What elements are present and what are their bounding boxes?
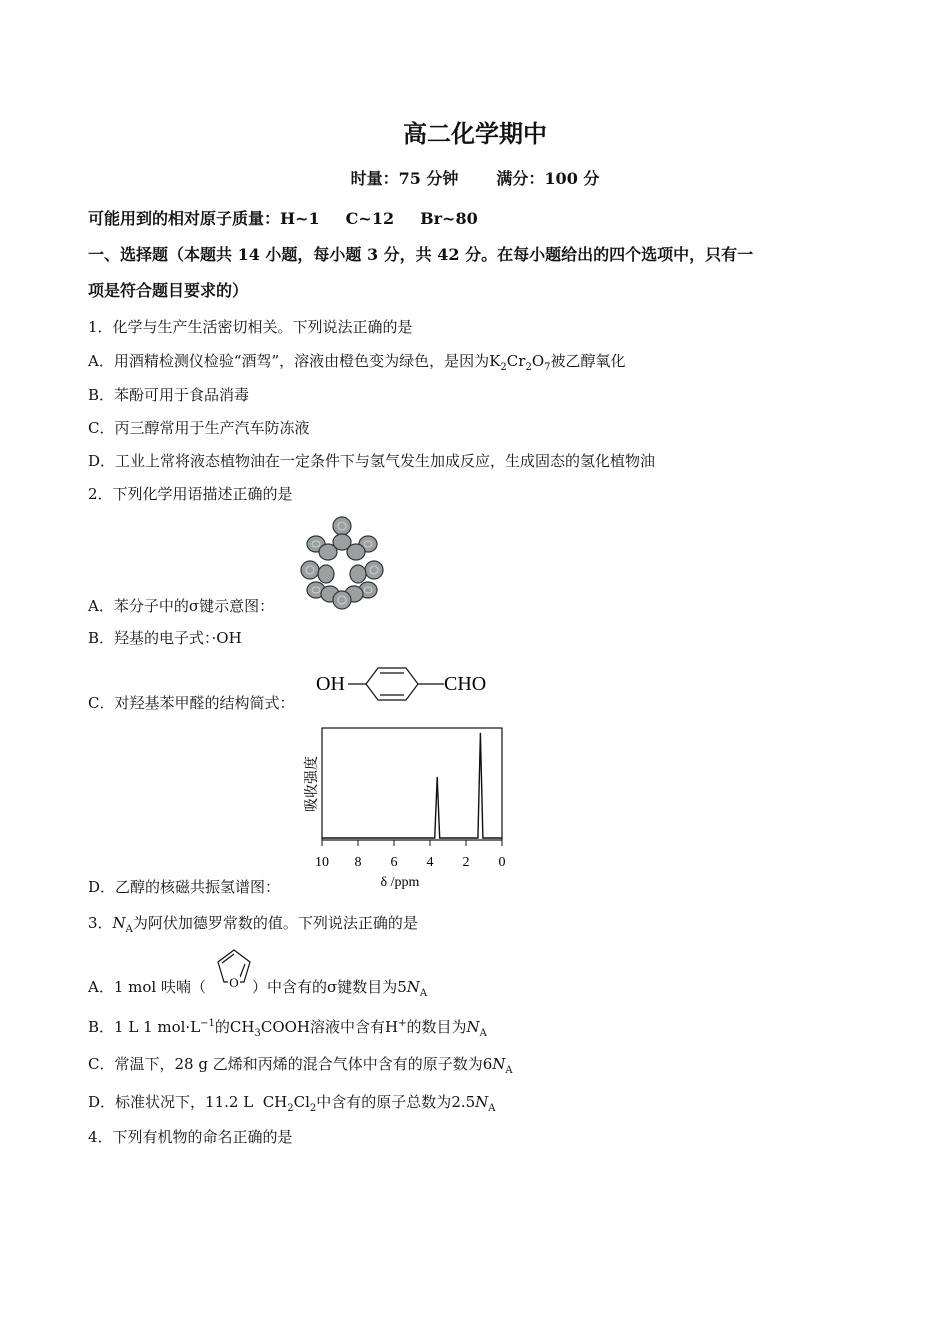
x-tick-label: 4 (426, 855, 434, 870)
atomic-masses (88, 206, 504, 229)
mass-c: C~12 (345, 209, 395, 228)
q3-option-a: A．1 mol 呋喃（ ）中含有的σ键数目为$5N_A$ (88, 978, 428, 999)
structure-oh-label: OH (316, 673, 345, 695)
q2-option-b: B．羟基的电子式：·OH (88, 629, 242, 647)
x-tick-label: 6 (390, 855, 398, 870)
q1-stem: 1．化学与生产生活密切相关。下列说法正确的是 (88, 318, 413, 336)
page-title: 高二化学期中 (403, 119, 547, 148)
chart-y-label: 吸收强度 (305, 756, 320, 812)
x-tick-label: 2 (462, 855, 470, 870)
q3-option-c: C．常温下，28 g 乙烯和丙烯的混合气体中含有的原子数为$6N_A$ (88, 1055, 513, 1076)
formula-ch2cl2: $CH_2Cl_2$ (262, 1093, 317, 1114)
q1-option-a (88, 350, 626, 373)
nmr-spectrum-chart (296, 722, 512, 894)
atomic-masses-label: 可能用到的相对原子质量： (88, 209, 281, 228)
formula-ch3cooh: $CH_3COOH$ (229, 1018, 311, 1039)
q1-a-post: 被乙醇氧化 (550, 352, 626, 370)
q2-option-d: D．乙醇的核磁共振氢谱图： (88, 878, 281, 896)
structure-cho-label: CHO (444, 673, 487, 695)
spectrum-trace (322, 734, 502, 839)
q3-b-pre: B．1 L 1 mol·L (88, 1018, 201, 1036)
q4-stem: 4．下列有机物的命名正确的是 (88, 1128, 293, 1146)
q3-a-pre: A．1 mol 呋喃（ (88, 978, 206, 996)
x-tick-label: 10 (315, 855, 329, 870)
formula-h-plus: H+ (385, 1018, 407, 1036)
mass-br: Br~80 (420, 209, 478, 228)
benzene-sigma-bond-diagram (296, 512, 388, 612)
x-tick-label: 8 (354, 855, 362, 870)
q2-option-c: C．对羟基苯甲醛的结构简式： (88, 694, 295, 712)
q2-stem: 2．下列化学用语描述正确的是 (88, 485, 293, 503)
x-tick-label: 0 (498, 855, 506, 870)
furan-o-label: O (229, 975, 239, 990)
p-hydroxybenzaldehyde-structure (316, 664, 496, 704)
q2-option-a: A．苯分子中的σ键示意图： (88, 597, 275, 615)
q1-option-b: B．苯酚可用于食品消毒 (88, 386, 250, 404)
q3-stem: 3．$N_A$为阿伏加德罗常数的值。下列说法正确的是 (88, 914, 418, 935)
section-heading-line1: 一、选择题（本题共 14 小题，每小题 3 分，共 42 分。在每小题给出的四个选项中，只有一 (88, 245, 754, 264)
mass-h: H~1 (280, 209, 320, 228)
chart-frame (322, 728, 502, 840)
q1-option-d: D．工业上常将液态植物油在一定条件下与氢气发生加成反应，生成固态的氢化植物油 (88, 452, 656, 470)
exam-time: 时量：75 分钟 (350, 169, 459, 188)
q3-a-post: ）中含有的σ键数目为 (251, 978, 398, 996)
q3-option-d: D．标准状况下，11.2 L $CH_2Cl_2$中含有的原子总数为$2.5N_A$ (88, 1093, 496, 1114)
q1-option-c: C．丙三醇常用于生产汽车防冻液 (88, 419, 310, 437)
exam-meta (0, 166, 950, 189)
q3-stem-text: 为阿伏加德罗常数的值。下列说法正确的是 (132, 914, 418, 932)
section-heading-line2: 项是符合题目要求的） (88, 281, 249, 300)
exam-score: 满分：100 分 (496, 169, 600, 188)
formula-k2cr2o7: $K_2Cr_2O_7$ (489, 352, 551, 373)
q1-a-text: A．用酒精检测仪检验“酒驾”，溶液由橙色变为绿色，是因为 (88, 352, 490, 370)
na-symbol: N (112, 914, 126, 932)
q3-option-b: B．1 L 1 $mol\cdot L^{-1}$的$CH_3COOH$溶液中含有H+的数目为$N_A$ (88, 1018, 487, 1039)
chart-x-label: δ /ppm (380, 875, 420, 890)
